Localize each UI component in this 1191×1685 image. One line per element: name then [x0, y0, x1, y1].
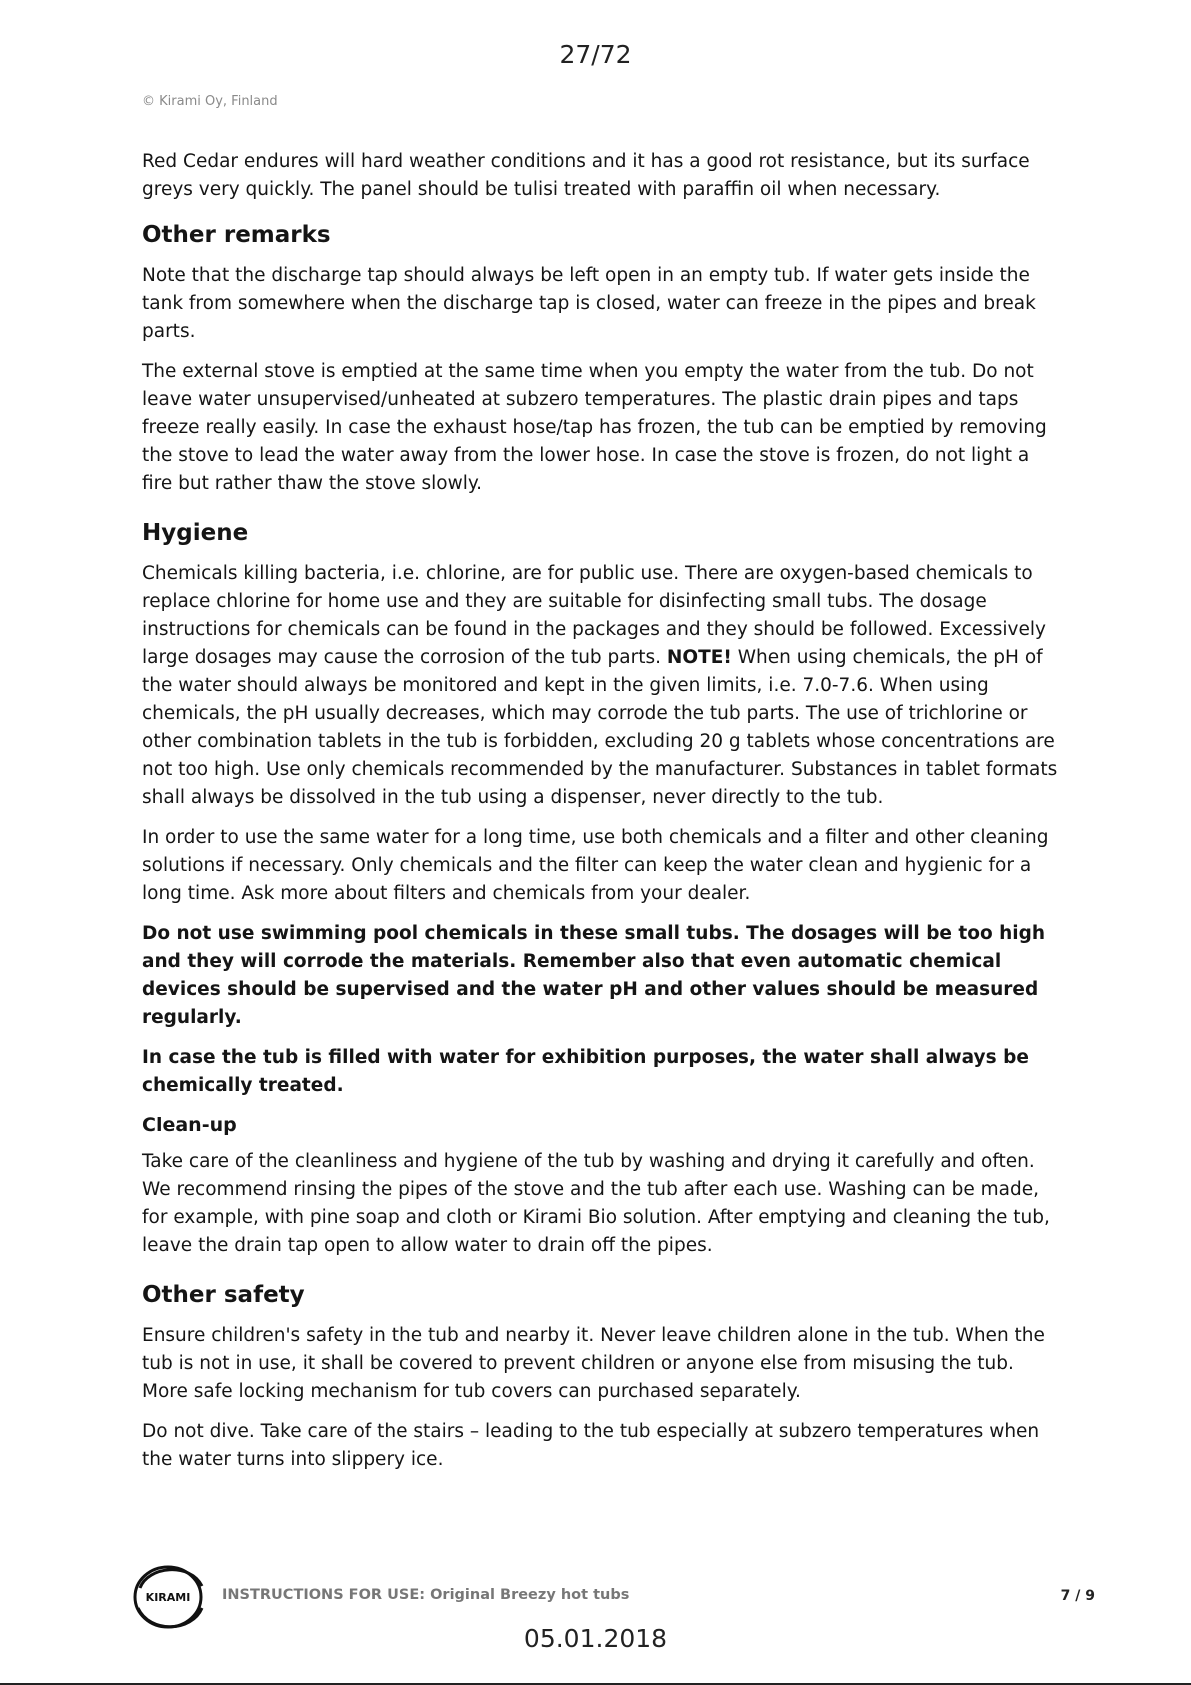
- heading-other-safety: Other safety: [142, 1282, 305, 1308]
- paragraph-hygiene-2: In order to use the same water for a long time, use both chemicals and a filter and other cleaning solutions if necessary. Only chemicals and the filter can keep the water clean and hygienic for a long time. Ask more about filters and chemicals from your dealer.: [142, 827, 1049, 904]
- footer-page-number: 7 / 9: [1060, 1588, 1095, 1604]
- heading-hygiene: Hygiene: [142, 520, 249, 546]
- paragraph-safety-2: Do not dive. Take care of the stairs – leading to the tub especially at subzero temperatures when the water turns into slippery ice.: [142, 1421, 1040, 1470]
- heading-other-remarks: Other remarks: [142, 222, 331, 248]
- paragraph-remarks-2: The external stove is emptied at the same time when you empty the water from the tub. Do not leave water unsupervised/unheated at subzero temperatures. The plastic drain pipes and taps freeze really easily. In case the exhaust hose/tap has frozen, the tub can be emptied by removing the stove to lead the water away from the lower hose. In case the stove is frozen, do not light a fire but rather thaw the stove slowly.: [142, 361, 1047, 494]
- paragraph-red-cedar: Red Cedar endures will hard weather conditions and it has a good rot resistance, but its surface greys very quickly. The panel should be tulisi treated with paraffin oil when necessary.: [142, 151, 1030, 200]
- heading-clean-up: Clean-up: [142, 1114, 237, 1136]
- hygiene-text-b: When using chemicals, the pH of the water should always be monitored and kept in the given limits, i.e. 7.0-7.6. When using chemicals, the pH usually decreases, which may corrode the tub parts. The use of trichlorine or other combination tablets in the tub is forbidden, excluding 20 g tablets whose concentrations are not too high. Use only chemicals recommended by the manufacturer. Substances in tablet formats shall always be dissolved in the tub using a dispenser, never directly to the tub.: [142, 647, 1058, 808]
- note-label: NOTE!: [666, 647, 732, 668]
- warning-exhibition: In case the tub is filled with water for exhibition purposes, the water shall always be chemically treated.: [142, 1047, 1029, 1096]
- top-page-number: 27/72: [559, 40, 632, 69]
- paragraph-remarks-1: Note that the discharge tap should always be left open in an empty tub. If water gets inside the tank from somewhere when the discharge tap is closed, water can freeze in the pipes and break parts.: [142, 265, 1036, 342]
- paragraph-clean-up: Take care of the cleanliness and hygiene of the tub by washing and drying it carefully and often. We recommend rinsing the pipes of the stove and the tub after each use. Washing can be made, for example, with pine soap and cloth or Kirami Bio solution. After emptying and cleaning the tub, leave the drain tap open to allow water to drain off the pipes.: [142, 1151, 1050, 1256]
- paragraph-hygiene-1: [142, 560, 1062, 812]
- footer-document-title: INSTRUCTIONS FOR USE: Original Breezy hot tubs: [222, 1587, 630, 1603]
- hygiene-text-a: Chemicals killing bacteria, i.e. chlorine, are for public use. There are oxygen-based chemicals to replace chlorine for home use and they are suitable for disinfecting small tubs. The dosage instructions for chemicals can be found in the packages and they should be followed. Excessively large dosages may cause the corrosion of the tub parts.: [142, 563, 1046, 668]
- paragraph-safety-1: Ensure children's safety in the tub and nearby it. Never leave children alone in the tub. When the tub is not in use, it shall be covered to prevent children or anyone else from misusing the tub. More safe locking mechanism for tub covers can purchased separately.: [142, 1325, 1045, 1402]
- logo-text: KIRAMI: [145, 1591, 191, 1604]
- copyright: © Kirami Oy, Finland: [142, 94, 278, 109]
- document-body: [142, 148, 1062, 1486]
- warning-pool-chemicals: Do not use swimming pool chemicals in these small tubs. The dosages will be too high and they will corrode the materials. Remember also that even automatic chemical devices should be supervised and the water pH and other values should be measured regularly.: [142, 923, 1046, 1028]
- footer-date: 05.01.2018: [523, 1624, 668, 1653]
